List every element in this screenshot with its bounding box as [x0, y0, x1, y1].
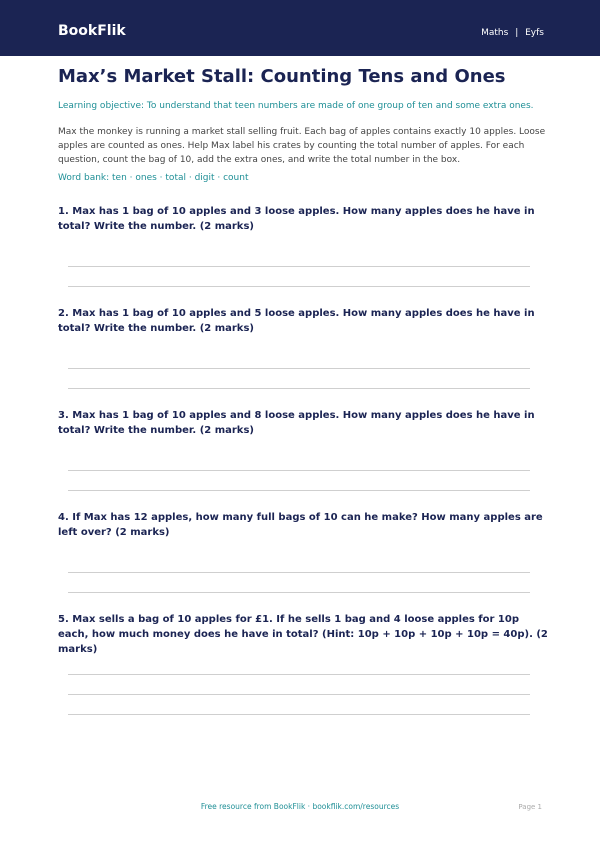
page-title: Max’s Market Stall: Counting Tens and Ones — [58, 66, 506, 87]
answer-line[interactable] — [68, 674, 530, 675]
answer-line[interactable] — [68, 714, 530, 715]
brand-logo[interactable]: BookFlik — [58, 23, 126, 39]
answer-line[interactable] — [68, 286, 530, 287]
footer-text[interactable]: Free resource from BookFlik · bookflik.com/resources — [200, 802, 400, 811]
subject-label: Maths — [481, 28, 509, 38]
answer-line[interactable] — [68, 368, 530, 369]
answer-line[interactable] — [68, 266, 530, 267]
question-2: 2. Max has 1 bag of 10 apples and 5 loose apples. How many apples does he have in total? Write the number. (2 marks) — [58, 308, 535, 334]
page-number: Page 1 — [518, 803, 542, 811]
answer-line[interactable] — [68, 592, 530, 593]
question-3: 3. Max has 1 bag of 10 apples and 8 loose apples. How many apples does he have in total? Write the number. (2 marks) — [58, 410, 535, 436]
meta-separator: | — [515, 28, 519, 38]
answer-line[interactable] — [68, 694, 530, 695]
level-label: Eyfs — [525, 28, 544, 38]
subject-meta — [481, 28, 544, 38]
answer-line[interactable] — [68, 490, 530, 491]
answer-line[interactable] — [68, 388, 530, 389]
word-bank: Word bank: ten · ones · total · digit · count — [58, 173, 249, 183]
answer-line[interactable] — [68, 572, 530, 573]
question-1: 1. Max has 1 bag of 10 apples and 3 loose apples. How many apples does he have in total? Write the number. (2 marks) — [58, 206, 535, 232]
learning-objective: Learning objective: To understand that teen numbers are made of one group of ten and some extra ones. — [58, 101, 534, 111]
answer-line[interactable] — [68, 470, 530, 471]
question-5: 5. Max sells a bag of 10 apples for £1. If he sells 1 bag and 4 loose apples for 10p each, how much money does he have in total? (Hint: 10p + 10p + 10p + 10p = 40p). (2 marks) — [58, 614, 548, 655]
intro-paragraph: Max the monkey is running a market stall selling fruit. Each bag of apples contains exactly 10 apples. Loose apples are counted as ones. Help Max label his crates by counting the total number of apples. For each question, count the bag of 10, add the extra ones, and write the total number in the box. — [58, 127, 546, 165]
question-4: 4. If Max has 12 apples, how many full bags of 10 can he make? How many apples are left over? (2 marks) — [58, 512, 543, 538]
header-bar — [0, 0, 600, 56]
